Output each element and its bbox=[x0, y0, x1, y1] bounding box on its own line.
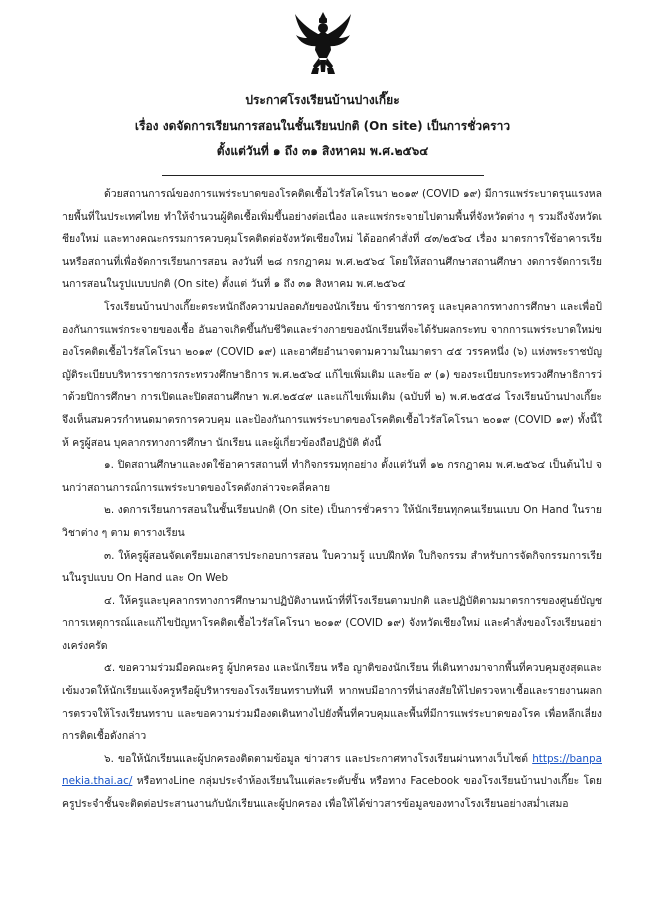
announcement-body bbox=[62, 183, 602, 816]
list-item-2: ๒. งดการเรียนการสอนในชั้นเรียนปกติ (On site) เป็นการชั่วคราว ให้นักเรียนทุกคนเรียนแบบ On Hand ในรายวิชาต่าง ๆ ตาม ตารางเรียน bbox=[62, 504, 602, 539]
list-item-6 bbox=[62, 748, 602, 816]
list-item-3: ๓. ให้ครูผู้สอนจัดเตรียมเอกสารประกอบการสอน ใบความรู้ แบบฝึกหัด ใบกิจกรรม สำหรับการจัดกิจกรรมการเรียนในรูปแบบ On Hand และ On Web bbox=[62, 549, 602, 585]
paragraph-measures: โรงเรียนบ้านปางเกี๊ยะตระหนักถึงความปลอดภัยของนักเรียน ข้าราชการครู และบุคลากรทางการศึกษา และเพื่อป้องกันการแพร่กระจายของเชื้อ อันอาจเกิดขึ้นกับชีวิตและร่างกายของนักเรียนที่จะได้รับผลกระทบ จากการแพร่ระบาดใหม่ของโรคติดเชื้อไวรัสโคโรนา ๒๐๑๙ (COVID ๑๙) และอาศัยอำนาจตามความในมาตรา ๔๕ วรรคหนึ่ง (๖) แห่งพระราชบัญญัติระเบียบบริหารราชการกระทรวงศึกษาธิการ พ.ศ.๒๕๖๔ แก้ไขเพิ่มเติม และข้อ ๙ (๑) ของระเบียบกระทรวงศึกษาธิการว่าด้วยปิการศึกษา การเปิดและปิดสถานศึกษา พ.ศ.๒๕๔๙ และแก้ไขเพิ่มเติม (ฉบับที่ ๒) พ.ศ.๒๕๕๘ โรงเรียนบ้านปางเกี๊ยะ จึงเห็นสมควรกำหนดมาตรการควบคุม และป้องกันการแพร่ระบาดของโรคติดเชื้อไวรัสโคโรนา ๒๐๑๙ (COVID ๑๙) ทั้งนี้ให้ ครูผู้สอน บุคลากรทางการศึกษา นักเรียน และผู้เกี่ยวข้องถือปฏิบัติ ดังนี้ bbox=[62, 300, 602, 449]
list-item-1: ๑. ปิดสถานศึกษาและงดใช้อาคารสถานที่ ทำกิจกรรมทุกอย่าง ตั้งแต่วันที่ ๑๒ กรกฎาคม พ.ศ.๒๕๖๔ เป็นต้นไป จนกว่าสถานการณ์การแพร่ระบาดของโรคดังกล่าวจะคลี่คลาย bbox=[62, 459, 602, 494]
garuda-emblem-icon bbox=[293, 10, 353, 80]
paragraph-intro: ด้วยสถานการณ์ของการแพร่ระบาดของโรคติดเชื้อไวรัสโคโรนา ๒๐๑๙ (COVID ๑๙) มีการแพร่ระบาดรุนแรงหลายพื้นที่ในประเทศไทย ทำให้จำนวนผู้ติดเชื้อเพิ่มขึ้นอย่างต่อเนื่อง และแพร่กระจายไปตามพื้นที่จังหวัดต่าง ๆ รวมถึงจังหวัดเชียงใหม่ และทางคณะกรรมการควบคุมโรคติดต่อจังหวัดเชียงใหม่ ได้ออกคำสั่งที่ ๔๓/๒๕๖๔ เรื่อง มาตรการใช้อาคารเรียนหรือสถานที่เพื่อจัดการเรียนการสอน ลงวันที่ ๒๘ กรกฎาคม พ.ศ.๒๕๖๔ โดยให้สถานศึกษาสถานศึกษา งดการจัดการเรียนการสอนในรูปแบบปกติ (On site) ตั้งแต่ วันที่ ๑ ถึง ๓๑ สิงหาคม พ.ศ.๒๕๖๔ bbox=[62, 188, 602, 291]
list-item-5: ๕. ขอความร่วมมือคณะครู ผู้ปกครอง และนักเรียน หรือ ญาติของนักเรียน ที่เดินทางมาจากพื้นที่ควบคุมสูงสุดและเข้มงวดให้นักเรียนแจ้งครูหรือผู้บริหารของโรงเรียนทราบทันที หากพบมีอาการที่น่าสงสัยให้ไปตรวจหาเชื้อและรายงานผลการตรวจให้โรงเรียนทราบ และขอความร่วมมืองดเดินทางไปยังพื้นที่ควบคุมและพื้นที่มีการแพร่ระบาดของโรค เพื่อหลีกเลี่ยงการติดเชื้อดังกล่าว bbox=[62, 662, 602, 743]
list-item-6-intro: ๖. ขอให้นักเรียนและผู้ปกครองติดตามข้อมูล ข่าวสาร และประกาศทางโรงเรียนผ่านทางเว็บไซต์ bbox=[104, 752, 529, 765]
school-website-link[interactable]: https://banpanekia.thai.ac/ bbox=[62, 752, 602, 788]
announcement-period: ตั้งแต่วันที่ ๑ ถึง ๓๑ สิงหาคม พ.ศ.๒๕๖๔ bbox=[216, 144, 429, 158]
header-divider bbox=[162, 175, 484, 176]
announcement-title: ประกาศโรงเรียนบ้านปางเกี๊ยะ bbox=[245, 93, 400, 107]
list-item-6-rest: หรือทางLine กลุ่มประจำห้องเรียนในแต่ละระดับชั้น หรือทาง Facebook ของโรงเรียนบ้านปางเกี๊ยะ โดยครูประจำชั้นจะติดต่อประสานงานกับนักเรียนและผู้ปกครอง เพื่อให้ได้ข่าวสารข้อมูลของทางโรงเรียนอย่างสม่ำเสมอ bbox=[62, 775, 602, 811]
announcement-subject: เรื่อง งดจัดการเรียนการสอนในชั้นเรียนปกติ (On site) เป็นการชั่วคราว bbox=[134, 119, 511, 133]
list-item-4: ๔. ให้ครูและบุคลากรทางการศึกษามาปฏิบัติงานหน้าที่ที่โรงเรียนตามปกติ และปฏิบัติตามมาตรการของศูนย์บัญชาการเหตุการณ์และแก้ไขปัญหาโรคติดเชื้อไวรัสโคโรนา ๒๐๑๙ (COVID ๑๙) จังหวัดเชียงใหม่ และคำสั่งของโรงเรียนอย่างเคร่งครัด bbox=[62, 594, 602, 652]
